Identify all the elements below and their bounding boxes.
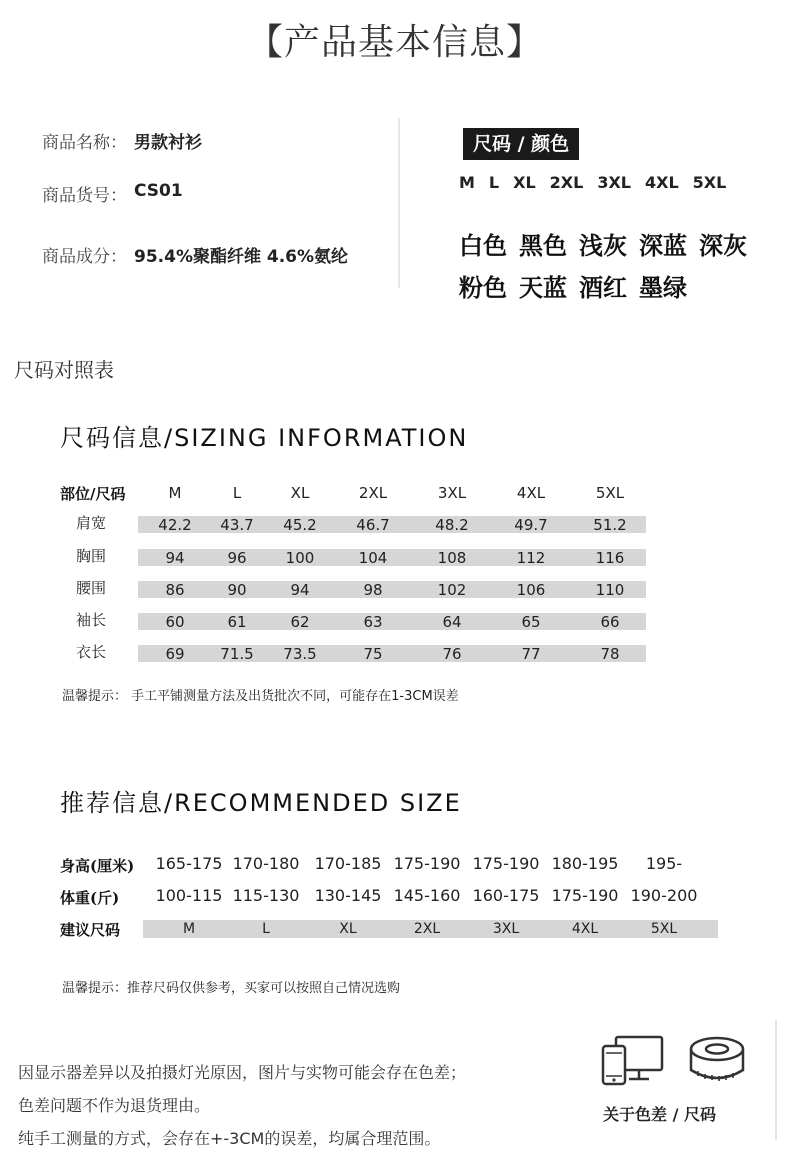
sizing-row-label: 肩宽 xyxy=(76,514,107,532)
sizing-cell: 76 xyxy=(442,645,462,663)
recommended-note: 温馨提示：推荐尺码仅供参考，买家可以按照自己情况选购 xyxy=(62,981,401,996)
sizing-row-label: 袖长 xyxy=(76,611,107,629)
sizing-cell: 104 xyxy=(358,549,388,567)
sizing-cell: 65 xyxy=(521,613,541,631)
weight-range: 175-190 xyxy=(551,886,619,905)
sizing-row-label: 衣长 xyxy=(76,643,107,661)
sizing-cell: 62 xyxy=(290,613,310,631)
footer-line: 色差问题不作为退货理由。 xyxy=(18,1096,211,1115)
product-material-label: 商品成分： xyxy=(42,247,127,267)
sizing-cell: 96 xyxy=(227,549,247,567)
weight-range: 115-130 xyxy=(232,886,300,905)
sizing-column-header: 4XL xyxy=(516,484,546,502)
sizing-cell: 48.2 xyxy=(435,516,469,534)
sizing-cell: 94 xyxy=(290,581,310,599)
sizing-cell: 116 xyxy=(595,549,625,567)
color-option: 白色 xyxy=(459,232,507,260)
sizing-cell: 42.2 xyxy=(158,516,192,534)
edge-divider xyxy=(775,1020,777,1140)
height-range: 170-185 xyxy=(314,854,382,873)
sizing-cell: 66 xyxy=(600,613,620,631)
recommended-title: 推荐信息/RECOMMENDED SIZE xyxy=(60,789,462,817)
recommended-size: 2XL xyxy=(413,921,441,937)
color-option: 深灰 xyxy=(699,232,747,260)
color-option: 深蓝 xyxy=(639,232,687,260)
height-range: 180-195 xyxy=(551,854,619,873)
sizing-cell: 64 xyxy=(442,613,462,631)
height-range: 175-190 xyxy=(472,854,540,873)
recommended-size: XL xyxy=(339,921,357,937)
recommended-size: 4XL xyxy=(571,921,599,937)
sizing-cell: 94 xyxy=(165,549,185,567)
page-title: 【产品基本信息】 xyxy=(246,22,543,63)
size-option: L xyxy=(488,173,500,192)
product-name-label: 商品名称： xyxy=(42,133,127,153)
color-option: 粉色 xyxy=(459,274,507,302)
size-option: 3XL xyxy=(597,173,631,192)
sizing-row-label: 腰围 xyxy=(76,579,107,597)
sizing-cell: 60 xyxy=(165,613,185,631)
sizing-cell: 86 xyxy=(165,581,185,599)
sizing-cell: 108 xyxy=(437,549,467,567)
sizing-cell: 100 xyxy=(285,549,315,567)
recommended-size: 3XL xyxy=(492,921,520,937)
footer-line: 纯手工测量的方式，会存在+-3CM的误差，均属合理范围。 xyxy=(18,1129,441,1148)
sizing-cell: 77 xyxy=(521,645,541,663)
size-option: XL xyxy=(513,173,536,192)
sizing-column-header: M xyxy=(168,484,182,502)
weight-range: 190-200 xyxy=(630,886,698,905)
sizing-cell: 73.5 xyxy=(283,645,317,663)
height-range: 175-190 xyxy=(393,854,461,873)
recommended-size-label: 建议尺码 xyxy=(60,921,121,939)
sizing-column-header: 5XL xyxy=(595,484,625,502)
sizing-cell: 61 xyxy=(227,613,247,631)
tape-measure-icon xyxy=(686,1034,748,1086)
color-option: 黑色 xyxy=(519,232,567,260)
sizing-column-header: 2XL xyxy=(358,484,388,502)
size-option: 2XL xyxy=(549,173,584,192)
size-color-badge: 尺码 / 颜色 xyxy=(463,128,579,160)
sizing-cell: 102 xyxy=(437,581,467,599)
product-name-value: 男款衬衫 xyxy=(134,133,202,153)
sizing-header-label: 部位/尺码 xyxy=(60,485,126,503)
color-option: 天蓝 xyxy=(519,274,567,302)
height-label: 身高(厘米) xyxy=(60,857,135,875)
weight-label: 体重(斤) xyxy=(60,889,120,907)
weight-range: 100-115 xyxy=(155,886,223,905)
sizing-row-label: 胸围 xyxy=(76,547,107,565)
height-range: 165-175 xyxy=(155,854,223,873)
height-range: 195- xyxy=(645,854,683,873)
size-option: 5XL xyxy=(692,173,727,192)
product-material-value: 95.4%聚酯纤维 4.6%氨纶 xyxy=(134,247,349,267)
sizing-cell: 46.7 xyxy=(356,516,390,534)
weight-range: 145-160 xyxy=(393,886,461,905)
product-code-label: 商品货号： xyxy=(42,186,127,206)
color-option: 墨绿 xyxy=(639,274,687,302)
sizing-cell: 63 xyxy=(363,613,383,631)
sizing-cell: 98 xyxy=(363,581,383,599)
sizing-cell: 78 xyxy=(600,645,620,663)
devices-icon xyxy=(600,1034,668,1088)
size-chart-heading: 尺码对照表 xyxy=(14,358,114,382)
sizing-cell: 112 xyxy=(516,549,546,567)
color-option: 酒红 xyxy=(579,274,627,302)
sizing-cell: 69 xyxy=(165,645,185,663)
sizing-note: 温馨提示： 手工平铺测量方法及出货批次不同，可能存在1-3CM误差 xyxy=(62,689,459,704)
recommended-size: L xyxy=(262,921,270,937)
sizing-column-header: L xyxy=(232,484,242,502)
sizing-cell: 45.2 xyxy=(283,516,317,534)
sizing-cell: 110 xyxy=(595,581,625,599)
recommended-size: M xyxy=(182,921,196,937)
sizing-cell: 106 xyxy=(516,581,546,599)
sizing-cell: 43.7 xyxy=(220,516,254,534)
size-option: 4XL xyxy=(645,173,679,192)
weight-range: 160-175 xyxy=(472,886,540,905)
sizing-cell: 49.7 xyxy=(514,516,548,534)
footer-caption: 关于色差 / 尺码 xyxy=(603,1105,716,1124)
sizing-column-header: XL xyxy=(290,484,310,502)
product-code-value: CS01 xyxy=(134,181,183,201)
sizing-cell: 90 xyxy=(227,581,247,599)
size-option: M xyxy=(459,173,475,192)
recommended-size: 5XL xyxy=(650,921,678,937)
weight-range: 130-145 xyxy=(314,886,382,905)
sizing-title: 尺码信息/SIZING INFORMATION xyxy=(60,424,469,452)
sizing-column-header: 3XL xyxy=(437,484,467,502)
height-range: 170-180 xyxy=(232,854,300,873)
color-option: 浅灰 xyxy=(579,232,627,260)
footer-line: 因显示器差异以及拍摄灯光原因，图片与实物可能会存在色差； xyxy=(18,1063,467,1082)
sizing-cell: 71.5 xyxy=(220,645,254,663)
sizing-cell: 51.2 xyxy=(593,516,627,534)
sizing-cell: 75 xyxy=(363,645,383,663)
